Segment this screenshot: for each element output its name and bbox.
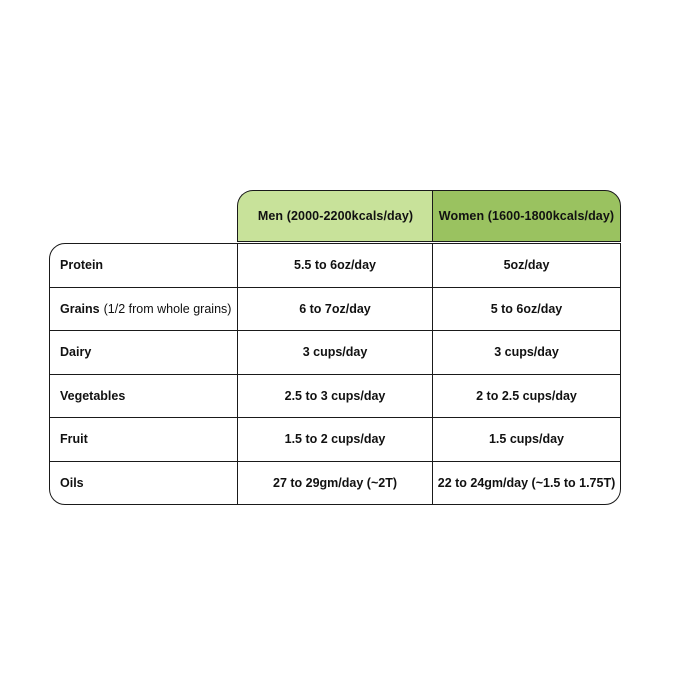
row-label-text: Fruit bbox=[60, 432, 88, 447]
row-label-text: Protein bbox=[60, 258, 104, 273]
nutrition-table bbox=[49, 190, 621, 505]
row-label-text: Dairy bbox=[60, 345, 92, 360]
row-label-text: Grains bbox=[60, 301, 100, 316]
cell-men: 3 cups/day bbox=[238, 331, 433, 374]
row-label bbox=[50, 462, 238, 506]
cell-women: 1.5 cups/day bbox=[488, 432, 565, 447]
cell-men: 6 to 7oz/day bbox=[238, 288, 433, 331]
header-men bbox=[237, 190, 433, 242]
table-row-oils bbox=[50, 462, 620, 506]
table-row-dairy bbox=[50, 331, 620, 375]
header-men-label: Men (2000-2200kcals/day) bbox=[257, 209, 414, 223]
table-row-fruit bbox=[50, 418, 620, 462]
header-women-label: Women (1600-1800kcals/day) bbox=[438, 209, 615, 223]
row-label bbox=[50, 418, 238, 461]
cell-women: 22 to 24gm/day (~1.5 to 1.75T) bbox=[437, 476, 616, 491]
cell-women: 3 cups/day bbox=[494, 345, 559, 360]
cell-men: 2.5 to 3 cups/day bbox=[238, 375, 433, 418]
row-label-text: Vegetables bbox=[60, 388, 126, 403]
row-label bbox=[50, 331, 238, 374]
cell-women: 5oz/day bbox=[503, 258, 550, 273]
table-body bbox=[49, 243, 621, 505]
cell-women: 2 to 2.5 cups/day bbox=[476, 388, 577, 403]
cell-men: 1.5 to 2 cups/day bbox=[238, 418, 433, 461]
row-label bbox=[50, 288, 238, 331]
table-row-protein bbox=[50, 244, 620, 288]
row-label bbox=[50, 244, 238, 287]
cell-men: 5.5 to 6oz/day bbox=[238, 244, 433, 287]
cell-women: 5 to 6oz/day bbox=[490, 301, 563, 316]
cell-men: 27 to 29gm/day (~2T) bbox=[238, 462, 433, 506]
table-row-grains bbox=[50, 288, 620, 332]
header-women bbox=[432, 190, 621, 242]
row-label-text: Oils bbox=[60, 476, 84, 491]
table-row-vegetables bbox=[50, 375, 620, 419]
row-label bbox=[50, 375, 238, 418]
row-label-note: (1/2 from whole grains) bbox=[103, 301, 232, 316]
